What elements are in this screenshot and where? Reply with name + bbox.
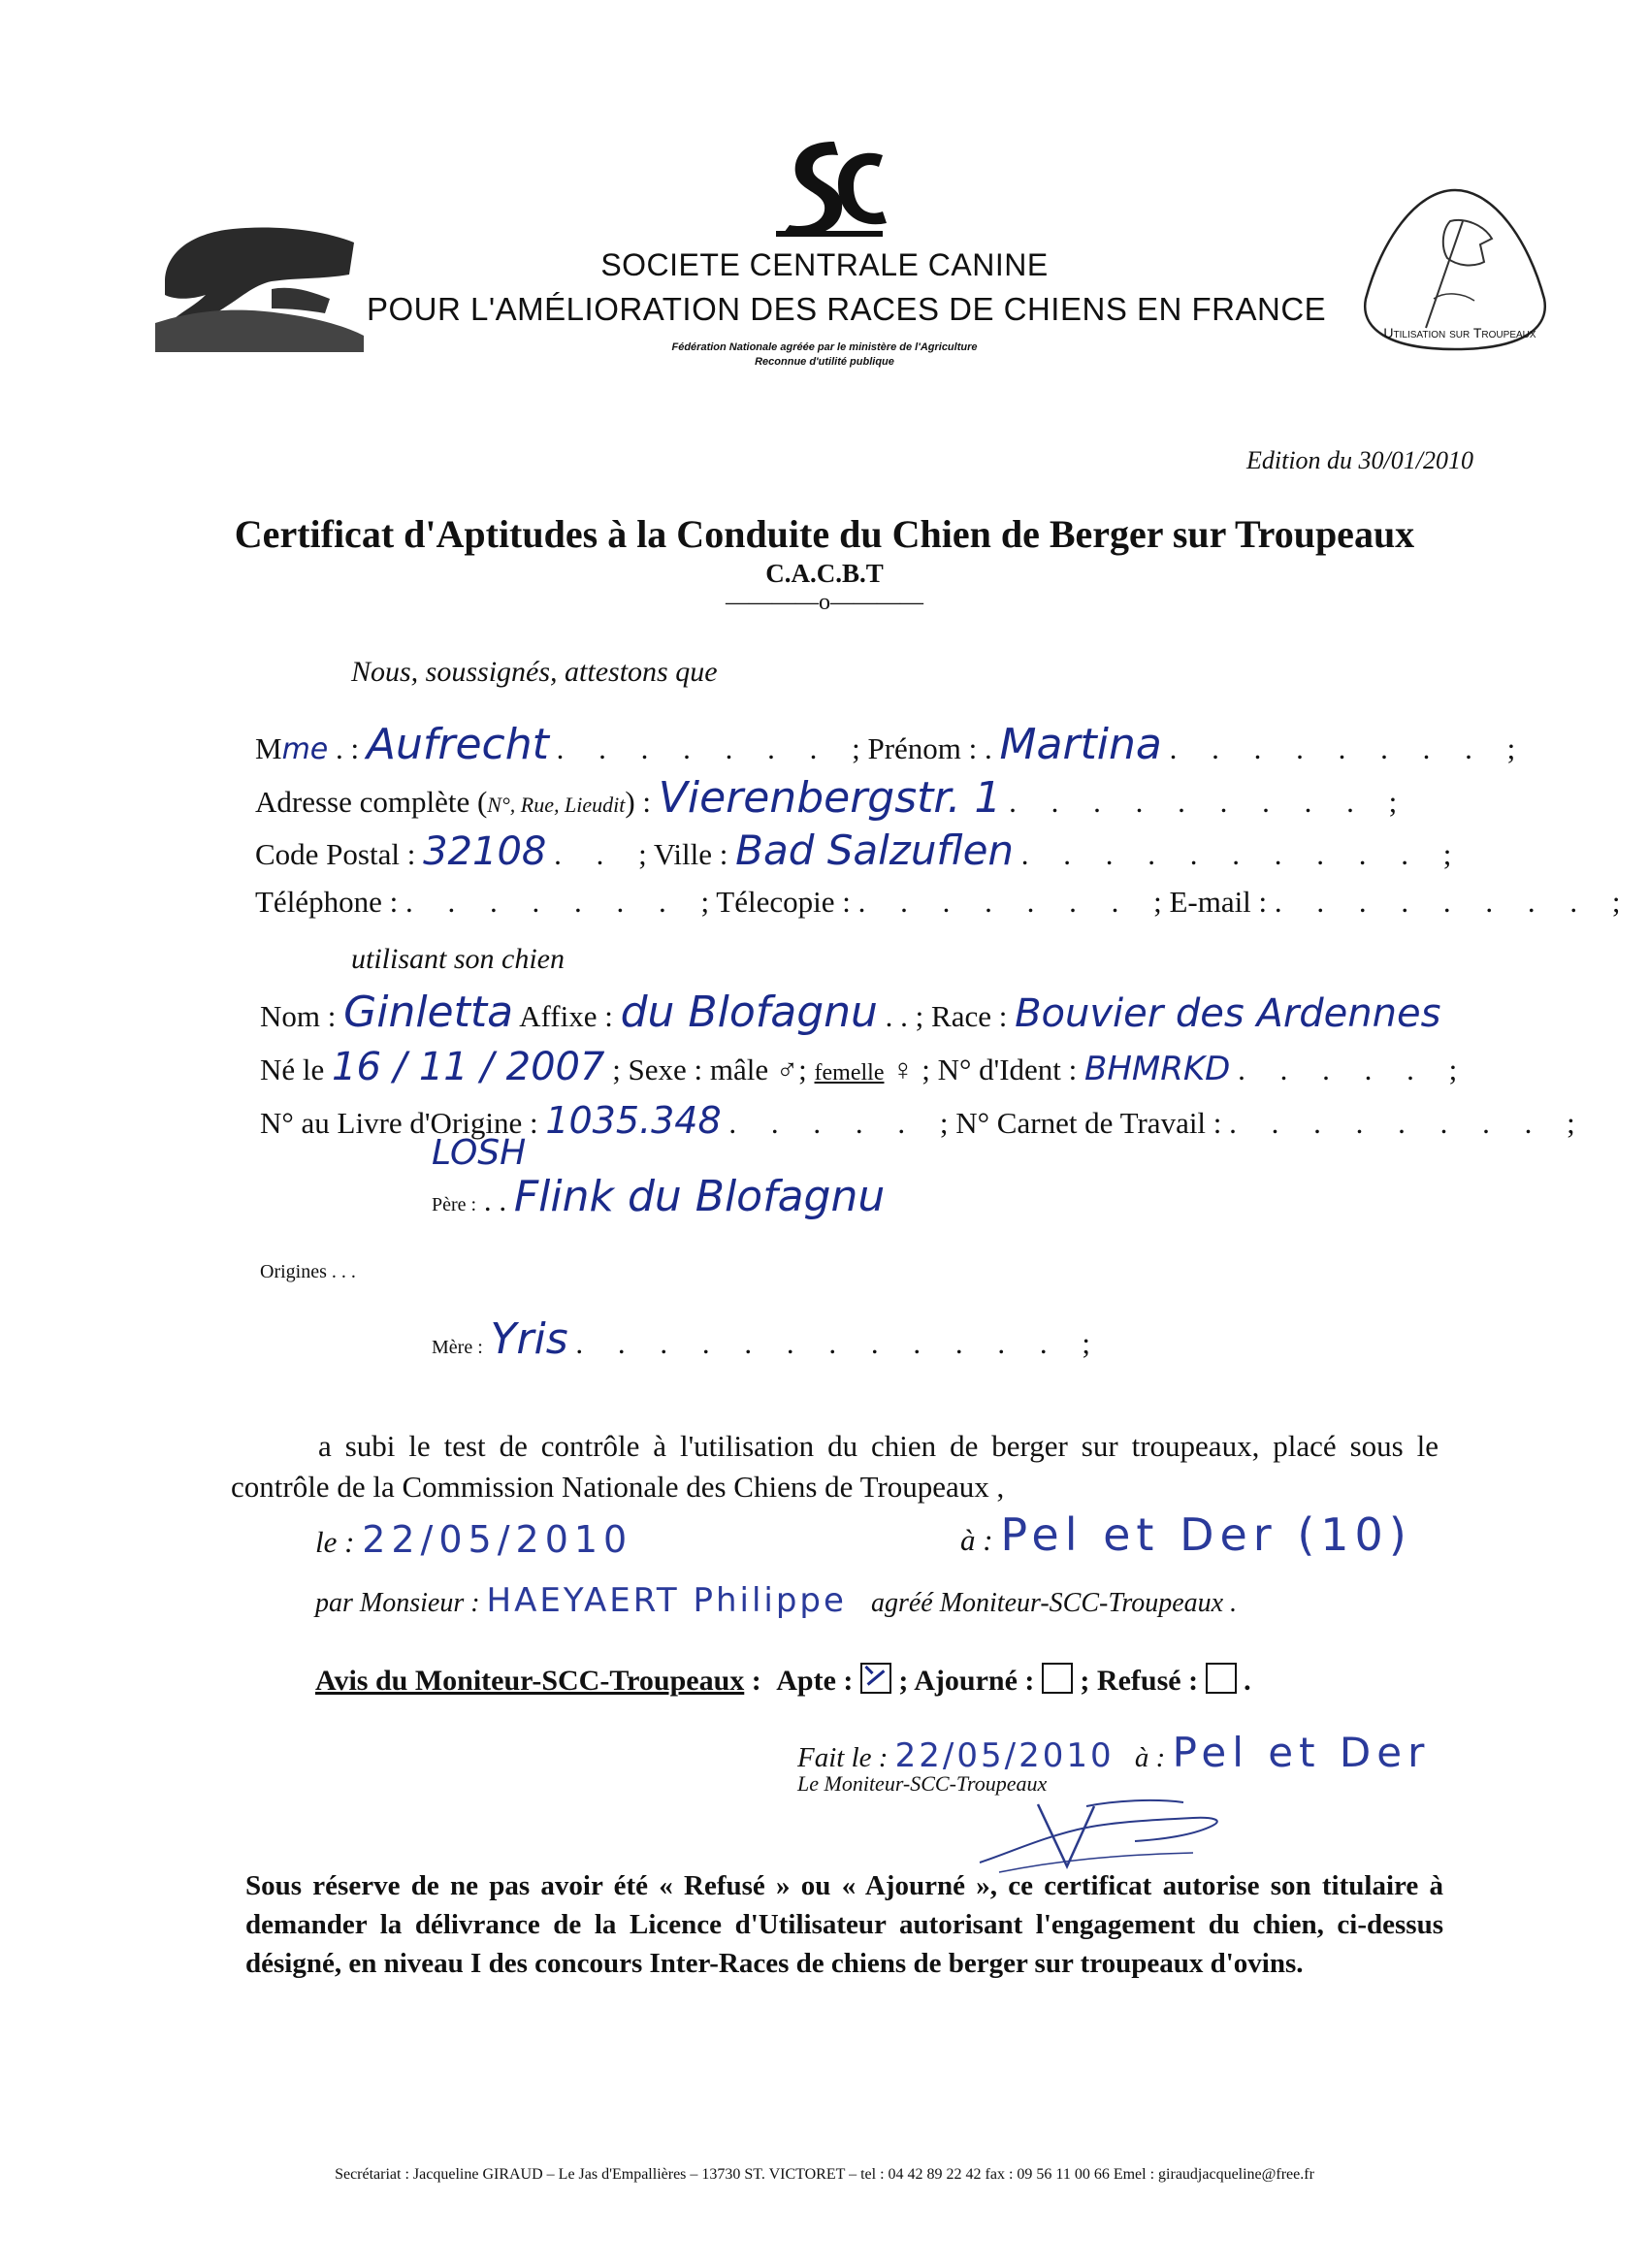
- dog-nom-label: Nom :: [260, 999, 337, 1033]
- ajourne-checkbox[interactable]: [1042, 1663, 1073, 1694]
- owner-prenom-value: Martina: [999, 720, 1162, 769]
- lo-row: N° au Livre d'Origine : 1035.348 . . . . . ; N° Carnet de Travail : . . . . . . . . ;: [260, 1099, 1589, 1142]
- email-label: ; E-mail :: [1153, 885, 1268, 919]
- reserve-paragraph: Sous réserve de ne pas avoir été « Refusé » ou « Ajourné », ce certificat autorise son titulaire à demander la délivrance de la Licence d'Utilisateur autorisant l'engagement du chien, ci-dessus désigné, en niveau I des concours Inter-Races de chiens de berger sur troupeaux d'ovins.: [245, 1870, 1443, 1979]
- birth-row: Né le 16 / 11 / 2007 ; Sexe : mâle ♂; femelle ♀ ; N° d'Ident : BHMRKD . . . . . ;: [260, 1045, 1471, 1089]
- test-date-row: [315, 1518, 632, 1561]
- certificate-acronym: C.A.C.B.T: [765, 559, 884, 588]
- mere-value: Yris: [490, 1314, 568, 1364]
- sexe-end: ♀ ; N° d'Ident :: [891, 1053, 1078, 1086]
- cp-value: 32108: [423, 829, 547, 874]
- sexe-label: ; Sexe : mâle ♂;: [612, 1053, 807, 1086]
- sexe-femelle: femelle: [814, 1060, 885, 1085]
- federation-line-1: Fédération Nationale agréée par le ministère de l'Agriculture: [671, 341, 978, 353]
- tel-label: Téléphone :: [255, 885, 399, 919]
- origines-row: Origines . . .: [260, 1261, 356, 1282]
- mere-row: Mère : Yris . . . . . . . . . . . . ;: [432, 1314, 1105, 1364]
- test-examiner-row: [315, 1581, 1237, 1620]
- adresse-label-end: ) :: [625, 785, 651, 819]
- fait-moniteur: Le Moniteur-SCC-Troupeaux: [797, 1771, 1048, 1796]
- pere-row: Père : . . Flink du Blofagnu: [432, 1172, 886, 1221]
- test-paragraph: a subi le test de contrôle à l'utilisation du chien de berger sur troupeaux, placé sous le contrôle de la Commission Nationale des Chiens de Troupeaux ,: [231, 1429, 1439, 1504]
- ne-value: 16 / 11 / 2007: [332, 1045, 605, 1089]
- test-par-label: par Monsieur :: [315, 1588, 480, 1618]
- owner-name-row: Mme . : Aufrecht . . . . . . . ; Prénom : . Martina . . . . . . . . ;: [255, 720, 1530, 769]
- federation-line-2: Reconnue d'utilité publique: [755, 356, 894, 368]
- cp-label: Code Postal :: [255, 837, 416, 871]
- pere-value: Flink du Blofagnu: [513, 1172, 886, 1221]
- edition-date: Edition du 30/01/2010: [1246, 446, 1473, 474]
- certificate-title: Certificat d'Aptitudes à la Conduite du Chien de Berger sur Troupeaux: [234, 512, 1415, 556]
- civility-prefix: M: [255, 731, 282, 765]
- scc-monogram-logo: [766, 136, 892, 243]
- ident-value: BHMRKD: [1084, 1050, 1231, 1088]
- adresse-value: Vierenbergstr. 1: [658, 773, 1002, 823]
- affixe-value: du Blofagnu: [620, 988, 878, 1037]
- test-par-value: HAEYAERT Philippe: [486, 1581, 847, 1620]
- fait-row: [797, 1729, 1430, 1776]
- avis-label: Avis du Moniteur-SCC-Troupeaux: [315, 1665, 745, 1697]
- contact-row: Téléphone : . . . . . . . ; Télecopie : . . . . . . . ; E-mail : . . . . . . . . ;: [255, 885, 1634, 919]
- race-label: ; Race :: [915, 999, 1008, 1033]
- intro-text: Nous, soussignés, attestons que: [351, 656, 718, 688]
- lo-label: N° au Livre d'Origine :: [260, 1106, 538, 1140]
- ajourne-label: Ajourné :: [914, 1665, 1035, 1697]
- fait-a-label: à :: [1134, 1742, 1166, 1773]
- test-a-value: Pel et Der (10): [1000, 1508, 1412, 1561]
- civility-handwritten: me: [281, 732, 329, 766]
- avis-row: Avis du Moniteur-SCC-Troupeaux : Apte : ; Ajourné : ; Refusé : .: [315, 1665, 1251, 1697]
- refuse-label: Refusé :: [1096, 1665, 1199, 1697]
- address-row: Adresse complète (N°, Rue, Lieudit) : Vierenbergstr. 1 . . . . . . . . . ;: [255, 773, 1411, 823]
- test-le-label: le :: [315, 1525, 355, 1559]
- mere-label: Mère :: [432, 1337, 483, 1358]
- ville-value: Bad Salzuflen: [735, 826, 1015, 874]
- dog-name-row: Nom : Ginletta Affixe : du Blofagnu . . ; Race : Bouvier des Ardennes: [260, 988, 1441, 1037]
- test-a-label: à :: [960, 1523, 993, 1557]
- owner-nom-value: Aufrecht: [366, 720, 549, 769]
- postal-row: Code Postal : 32108 . . ; Ville : Bad Salzuflen . . . . . . . . . . ;: [255, 826, 1466, 874]
- test-place-row: [960, 1508, 1412, 1561]
- carnet-label: ; N° Carnet de Travail :: [939, 1106, 1222, 1140]
- lo-value: 1035.348: [545, 1099, 722, 1142]
- org-subtitle: POUR L'AMÉLIORATION DES RACES DE CHIENS EN FRANCE: [367, 291, 1327, 327]
- dog-silhouette-logo: [155, 221, 364, 352]
- title-separator: ————o————: [726, 590, 923, 615]
- ne-label: Né le: [260, 1053, 325, 1086]
- adresse-hint: N°, Rue, Lieudit: [487, 793, 626, 817]
- affixe-label: Affixe :: [519, 999, 613, 1033]
- refuse-checkbox[interactable]: [1206, 1663, 1237, 1694]
- dog-intro: utilisant son chien: [351, 943, 565, 975]
- fait-label: Fait le :: [797, 1742, 889, 1773]
- footer-secretariat: Secrétariat : Jacqueline GIRAUD – Le Jas d'Empallières – 13730 ST. VICTORET – tel : 04 42 89 22 42 fax : 09 56 11 00 66 Emel : giraudjacqueline@free.fr: [335, 2166, 1314, 2183]
- test-agree-label: agréé Moniteur-SCC-Troupeaux .: [870, 1588, 1238, 1618]
- adresse-label: Adresse complète (: [255, 785, 488, 819]
- lo-book: LOSH: [432, 1133, 527, 1173]
- fait-lieu: Pel et Der: [1172, 1729, 1431, 1776]
- badge-text: Utilisation sur Troupeaux: [1383, 325, 1536, 340]
- apte-label: Apte :: [776, 1665, 854, 1697]
- pere-label: Père :: [432, 1194, 477, 1215]
- org-name: SOCIETE CENTRALE CANINE: [600, 247, 1049, 282]
- dog-nom-value: Ginletta: [343, 988, 514, 1037]
- prenom-label: ; Prénom :: [852, 731, 978, 765]
- apte-checkbox[interactable]: [860, 1663, 891, 1694]
- ville-label: ; Ville :: [638, 837, 728, 871]
- fax-label: ; Télecopie :: [700, 885, 851, 919]
- origines-label: Origines: [260, 1261, 327, 1282]
- race-value: Bouvier des Ardennes: [1015, 991, 1441, 1036]
- test-le-value: 22/05/2010: [362, 1518, 633, 1561]
- fait-date: 22/05/2010: [894, 1736, 1115, 1775]
